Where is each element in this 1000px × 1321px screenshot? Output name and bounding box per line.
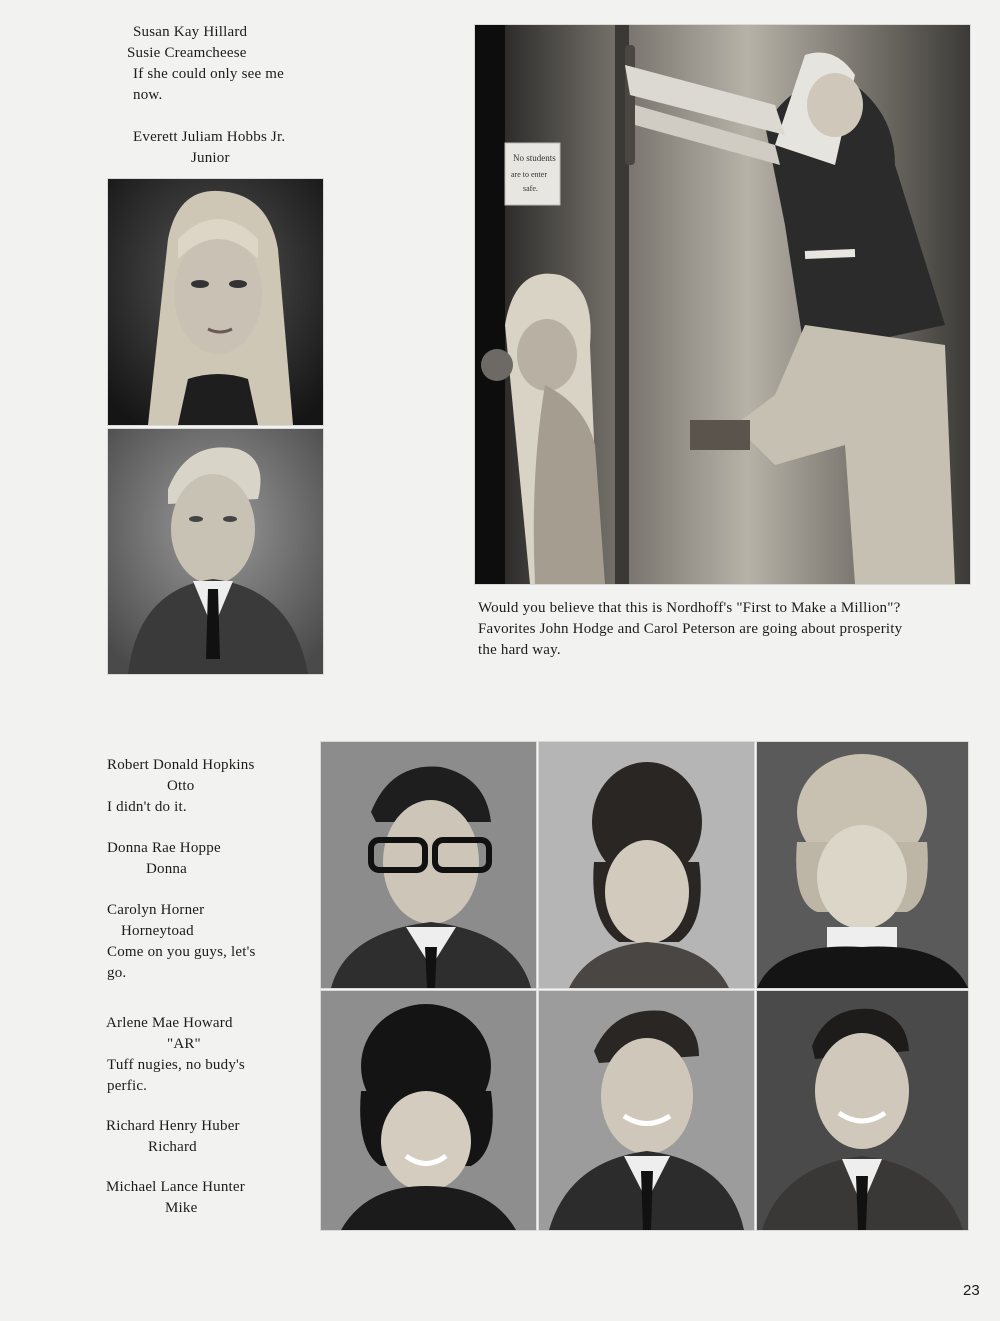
horner-name: Carolyn Horner: [107, 902, 205, 918]
hopkins-nickname: Otto: [167, 778, 195, 794]
caption-line1: Would you believe that this is Nordhoff's "First to Make a Million"?: [478, 600, 901, 616]
horner-nickname: Horneytoad: [121, 923, 194, 939]
hillard-quote-line1: If she could only see me: [133, 66, 285, 82]
safe-sign-line1: No students: [513, 153, 556, 163]
safe-sign-line3: safe.: [523, 184, 538, 193]
portrait-hoppe: [538, 741, 755, 989]
hunter-name: Michael Lance Hunter: [106, 1179, 245, 1195]
candid-photo-safe: [474, 24, 971, 585]
hillard-quote-line2: now.: [133, 87, 163, 103]
page-number: 23: [963, 1282, 980, 1299]
hillard-name: Susan Kay Hillard: [133, 24, 248, 40]
portrait-hopkins: [320, 741, 537, 989]
huber-name: Richard Henry Huber: [106, 1118, 240, 1134]
hoppe-name: Donna Rae Hoppe: [107, 840, 221, 856]
hobbs-nickname: Junior: [191, 150, 230, 166]
candid-caption: [478, 598, 902, 661]
portrait-hillard: [107, 178, 324, 426]
howard-name: Arlene Mae Howard: [106, 1015, 233, 1031]
portrait-horner: [756, 741, 969, 989]
portrait-hobbs: [107, 428, 324, 675]
hoppe-nickname: Donna: [146, 861, 187, 877]
portrait-howard: [320, 990, 537, 1231]
huber-nickname: Richard: [148, 1139, 197, 1155]
hillard-nickname: Susie Creamcheese: [127, 45, 247, 61]
howard-nickname: "AR": [167, 1036, 201, 1052]
hunter-nickname: Mike: [165, 1200, 198, 1216]
caption-line2: Favorites John Hodge and Carol Peterson are going about prosperity: [478, 621, 903, 637]
hopkins-quote: I didn't do it.: [107, 799, 187, 815]
horner-quote-line1: Come on you guys, let's: [107, 944, 256, 960]
hobbs-name: Everett Juliam Hobbs Jr.: [133, 129, 286, 145]
caption-line3: the hard way.: [478, 642, 561, 658]
portrait-hunter: [756, 990, 969, 1231]
safe-sign-line2: are to enter: [511, 170, 547, 179]
howard-quote-line2: perfic.: [107, 1078, 148, 1094]
horner-quote-line2: go.: [107, 965, 127, 981]
hopkins-name: Robert Donald Hopkins: [107, 757, 255, 773]
howard-quote-line1: Tuff nugies, no budy's: [107, 1057, 245, 1073]
portrait-huber: [538, 990, 755, 1231]
